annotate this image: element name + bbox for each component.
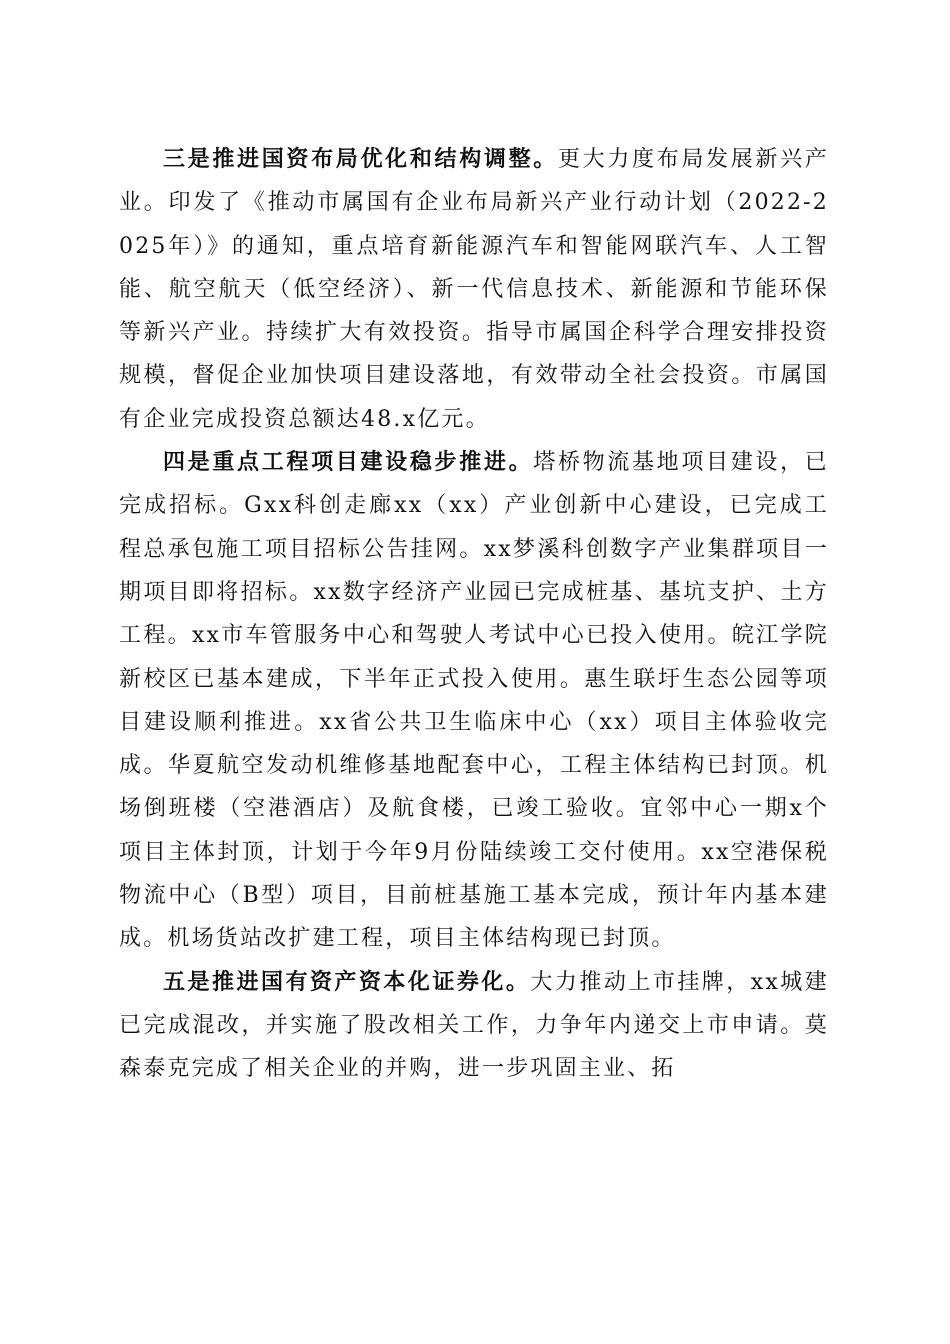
paragraph-3-text: 更大力度布局发展新兴产业。印发了《推动市属国有企业布局新兴产业行动计划（2022-2025年）》的通知，重点培育新能源汽车和智能网联汽车、人工智能、航空航天（低空经济）、新一代信息技术、新能源和节能环保等新兴产业。持续扩大有效投资。指导市属国企科学合理安排投资规模，督促企业加快项目建设落地，有效带动全社会投资。市属国有企业完成投资总额达48.x亿元。 (119, 147, 829, 432)
paragraph-3 (119, 138, 829, 441)
paragraph-3-heading: 三是推进国资布局优化和结构调整。 (163, 146, 558, 172)
paragraph-4 (119, 441, 829, 961)
paragraph-5 (119, 961, 829, 1091)
paragraph-4-text: 塔桥物流基地项目建设，已完成招标。Gxx科创走廊xx（xx）产业创新中心建设，已完成工程总承包施工项目招标公告挂网。xx梦溪科创数字产业集群项目一期项目即将招标。xx数字经济产业园已完成桩基、基坑支护、土方工程。xx市车管服务中心和驾驶人考试中心已投入使用。皖江学院新校区已基本建成，下半年正式投入使用。惠生联圩生态公园等项目建设顺利推进。xx省公共卫生临床中心（xx）项目主体验收完成。华夏航空发动机维修基地配套中心，工程主体结构已封顶。机场倒班楼（空港酒店）及航食楼，已竣工验收。宜邻中心一期x个项目主体封顶，计划于今年9月份陆续竣工交付使用。xx空港保税物流中心（B型）项目，目前桩基施工基本完成，预计年内基本建成。机场货站改扩建工程，项目主体结构现已封顶。 (119, 450, 829, 952)
paragraph-5-text: 大力推动上市挂牌，xx城建已完成混改，并实施了股改相关工作，力争年内递交上市申请。莫森泰克完成了相关企业的并购，进一步巩固主业、拓 (119, 969, 829, 1082)
paragraph-4-heading: 四是重点工程项目建设稳步推进。 (163, 449, 534, 476)
paragraph-5-heading: 五是推进国有资产资本化证券化。 (163, 968, 531, 995)
document-body (119, 138, 829, 1091)
